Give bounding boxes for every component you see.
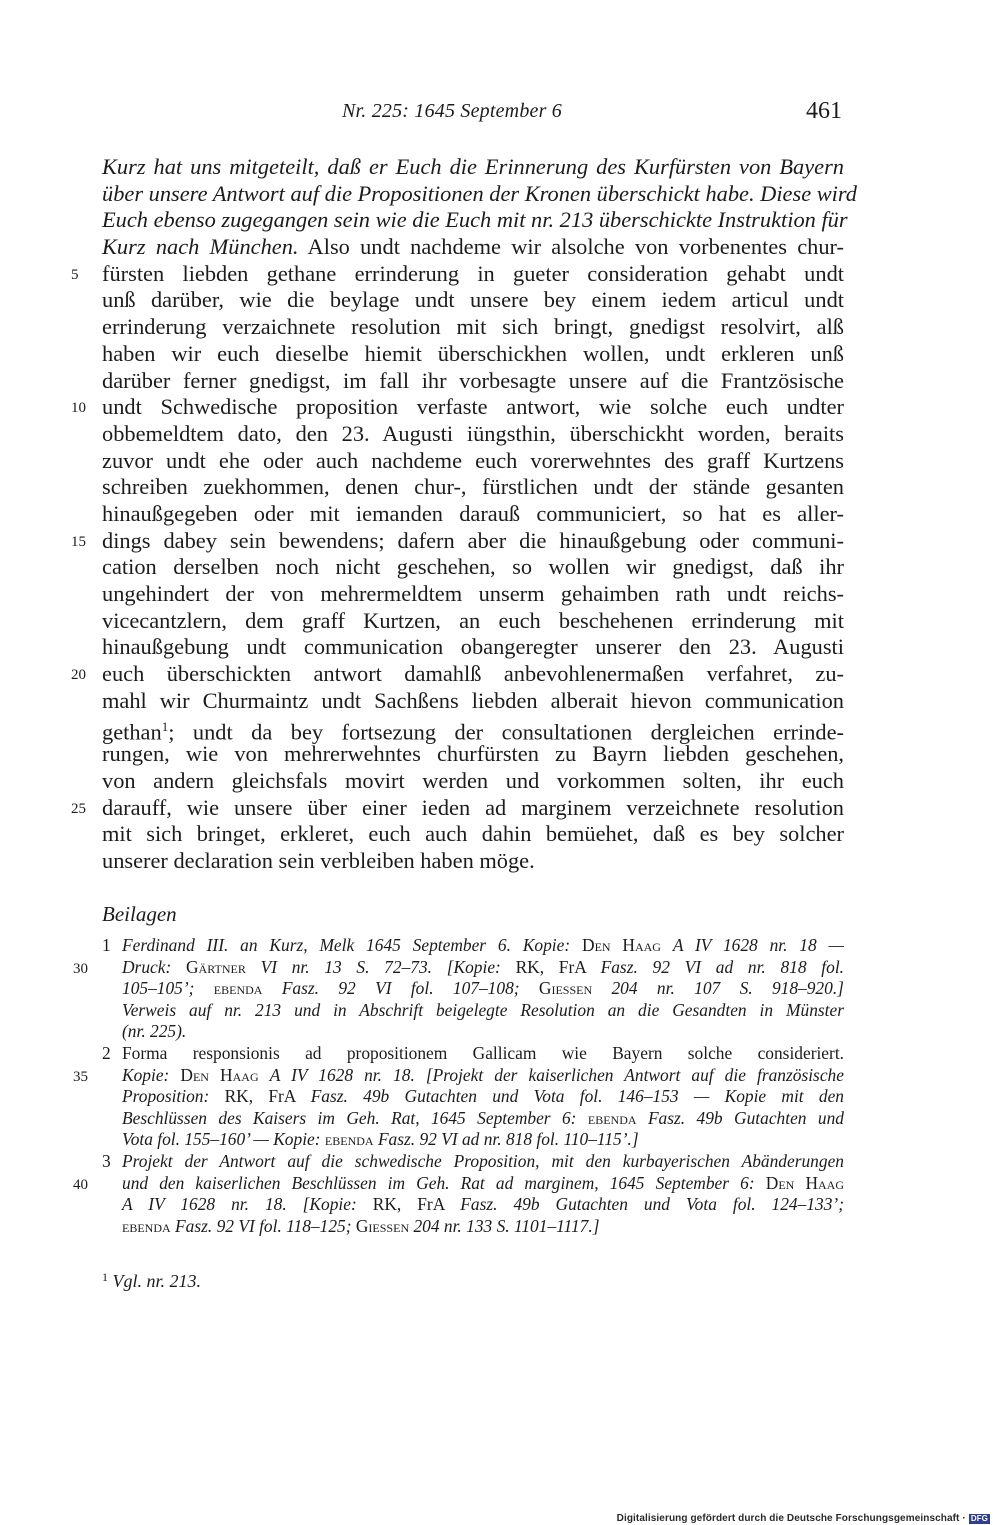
line-number: 10 [71,400,86,417]
text-segment: Giessen [355,1215,410,1236]
text-line [102,234,844,261]
text-line: hinaußgebung undt communication obangeregter unserer den 23. Augusti [102,634,844,660]
text-segment: A IV 1628 nr. 18. [Kopie: [122,1194,357,1215]
text-segment: ebenda [587,1107,637,1128]
text-segment: A IV 1628 nr. 18 — [672,935,845,955]
dfg-logo: DFG [970,1514,988,1523]
text-segment: undt Schwedische proposition verfaste antwort, wie solche euch undter [102,394,844,420]
line-number: 35 [73,1068,88,1085]
text-line: schreiben zuekhommen, denen chur-, fürstlichen undt der stände gesanten [102,474,844,500]
text-segment: Forma responsionis ad propositionem Gallicam wie Bayern solche consideriert. [122,1042,844,1063]
text-segment: Fasz. 92 VI fol. 118–125; [175,1215,352,1236]
beilage-line [73,956,844,979]
text-line: vicecantzlern, dem graff Kurtzen, an euch beschehenen errinderung mit [102,607,844,633]
beilagen-list [73,935,845,1237]
beilage-line [102,1151,844,1173]
body-text [71,154,857,875]
text-line [71,661,844,688]
item-number: 3 [102,1150,111,1171]
text-segment: ebenda [324,1129,374,1150]
text-line: haben wir euch dieselbe hiemit überschickhen wollen, undt erkleren unß [102,340,844,366]
text-line: von andern gleichsfals movirt werden und vorkommen solten, ihr euch [102,767,844,793]
item-number: 2 [102,1042,111,1063]
footnote-ref: 1 [161,719,169,735]
text-segment: Fasz. 92 VI fol. 107–108; [281,978,520,999]
text-line: cation derselben noch nicht geschehen, so wollen wir gnedigst, daß ihr [102,554,844,580]
text-segment: A IV 1628 nr. 18. [Projekt der kaiserlichen Antwort auf die französische [269,1064,844,1085]
text-segment: 204 nr. 133 S. 1101–1117.] [413,1215,600,1236]
line-number: 25 [71,800,86,817]
text-segment: Druck: [122,956,172,977]
text-segment: Fasz. 49b Gutachten und [647,1107,844,1128]
beilage-line [102,1194,844,1216]
beilage-line [102,1108,844,1130]
page-number: 461 [806,98,842,124]
text-segment: Proposition: [122,1086,210,1107]
text-line [71,794,844,822]
text-line: zuvor undt ehe oder auch nachdeme euch vorerwehntes des graff Kurtzens [102,447,844,473]
text-line: unserer declaration sein verbleiben haben möge. [102,847,535,873]
footnote-mark: 1 [102,1270,108,1284]
text-line [102,714,844,745]
text-segment: RK, FrA [372,1194,445,1215]
beilage-line [102,1216,844,1238]
text-segment: Den Haag [582,935,661,955]
beilage-line [102,1043,844,1065]
line-number: 30 [73,960,88,977]
beilage-line: (nr. 225). [122,1021,187,1042]
text-segment: Projekt der Antwort auf die schwedische Proposition, mit den kurbayerischen Abänderungen [122,1150,844,1171]
footnote-text: Vgl. nr. 213. [112,1271,202,1291]
beilage-line: Verweis auf nr. 213 und in Abschrift beigelegte Resolution an die Gesandten in Münster [122,999,844,1020]
text-segment: Gärtner [186,956,246,977]
text-segment: RK, FrA [224,1086,296,1107]
text-segment: Fasz. 49b Gutachten und Vota fol. 146–153 — Kopie mit den [310,1086,844,1107]
beilage-line [102,935,844,957]
text-segment: Vota fol. 155–160’ — Kopie: [122,1129,321,1150]
text-line: obbemeldtem dato, den 23. Augusti iüngsthin, überschickht worden, beraits [102,420,844,446]
text-segment: darauff, wie unsere über einer ieden ad marginem verzeichnete resolution [102,794,844,820]
text-segment: ebenda [122,1215,171,1236]
text-segment: Beschlüssen des Kaisers im Geh. Rat, 1645 September 6: [122,1107,577,1128]
text-line: errinderung verzaichnete resolution mit sich bringt, gnedigst resolvirt, alß [102,314,844,340]
line-number: 40 [73,1176,88,1193]
text-segment: ebenda [213,978,263,999]
line-number: 20 [71,667,86,684]
item-number: 1 [102,935,111,955]
running-head [0,98,1000,128]
text-line: über unsere Antwort auf die Propositionen der Kronen überschickt habe. Diese wird [102,180,857,206]
beilage-line [102,1086,844,1108]
text-segment: ; undt da bey fortsezung der consultationen dergleichen errinde- [168,719,844,745]
beilage-line [73,1064,844,1087]
text-segment: Fasz. 92 VI ad nr. 818 fol. [600,956,844,977]
beilage-line [102,978,844,1000]
text-segment: Fasz. 49b Gutachten und Vota fol. 124–133’; [460,1194,844,1215]
text-segment: gethan [102,719,162,745]
text-line [71,260,844,288]
text-segment: Kopie: [122,1064,170,1085]
text-line [71,394,844,421]
text-segment: Ferdinand III. an Kurz, Melk 1645 September 6. Kopie: [122,935,571,955]
text-line: Kurz hat uns mitgeteilt, daß er Euch die Erinnerung des Kurfürsten von Bayern [102,154,844,179]
text-segment: Kurz nach München. [102,234,299,260]
text-segment: Also undt nachdeme wir alsolche von vorbenentes chur- [307,234,844,260]
text-segment: RK, FrA [515,956,586,977]
text-line: rungen, wie von mehrerwehntes churfürsten zu Bayrn liebden geschehen, [102,741,844,767]
text-line: darüber ferner gnedigst, im fall ihr vorbesagte unsere auf die Frantzösische [102,367,844,393]
beilage-line [73,1172,844,1195]
running-title: Nr. 225: 1645 September 6 [342,100,562,122]
line-number: 5 [71,266,79,283]
text-segment: 105–105’; [122,978,195,999]
text-segment: VI nr. 13 S. 72–73. [Kopie: [260,956,501,977]
beilage-line [102,1129,844,1151]
text-line: mahl wir Churmaintz undt Sachßens liebden alberait hievon communication [102,687,844,713]
text-line: Euch ebenso zugegangen sein wie die Euch mit nr. 213 überschickte Instruktion für [102,207,848,233]
text-line: mit sich bringet, erkleret, euch auch dahin bemüehet, daß es bey solcher [102,821,844,847]
text-segment: Den Haag [765,1172,844,1193]
text-segment: Giessen [538,978,593,999]
line-number: 15 [71,533,86,550]
text-segment: fürsten liebden gethane errinderung in gueter consideration gehabt undt [102,260,844,286]
text-segment: euch überschickten antwort damahlß anbevohlenermaßen verfahret, zu- [102,661,844,687]
text-line: unß darüber, wie die beylage undt unsere bey einem iedem articul undt [102,287,844,313]
text-line: ungehindert der von mehrermeldtem unserm gehaimben rath undt reichs- [102,581,844,606]
text-segment: dings dabey sein bewendens; dafern aber die hinaußgebung oder communi- [102,527,844,553]
text-segment: Den Haag [180,1064,259,1085]
footnote [102,1270,201,1292]
funding-text: Digitalisierung gefördert durch die Deutsche Forschungsgemeinschaft · [616,1513,966,1524]
text-segment: 204 nr. 107 S. 918–920.] [611,978,844,999]
beilagen-heading: Beilagen [102,902,177,926]
text-segment: und den kaiserlichen Beschlüssen im Geh. Rat ad marginem, 1645 September 6: [122,1172,755,1193]
funding-banner [617,1513,990,1524]
text-line [71,527,844,555]
text-line: hinaußgegeben oder mit iemanden darauß communiciert, so hat es aller- [102,500,844,526]
text-segment: Fasz. 92 VI ad nr. 818 fol. 110–115’.] [377,1129,639,1150]
